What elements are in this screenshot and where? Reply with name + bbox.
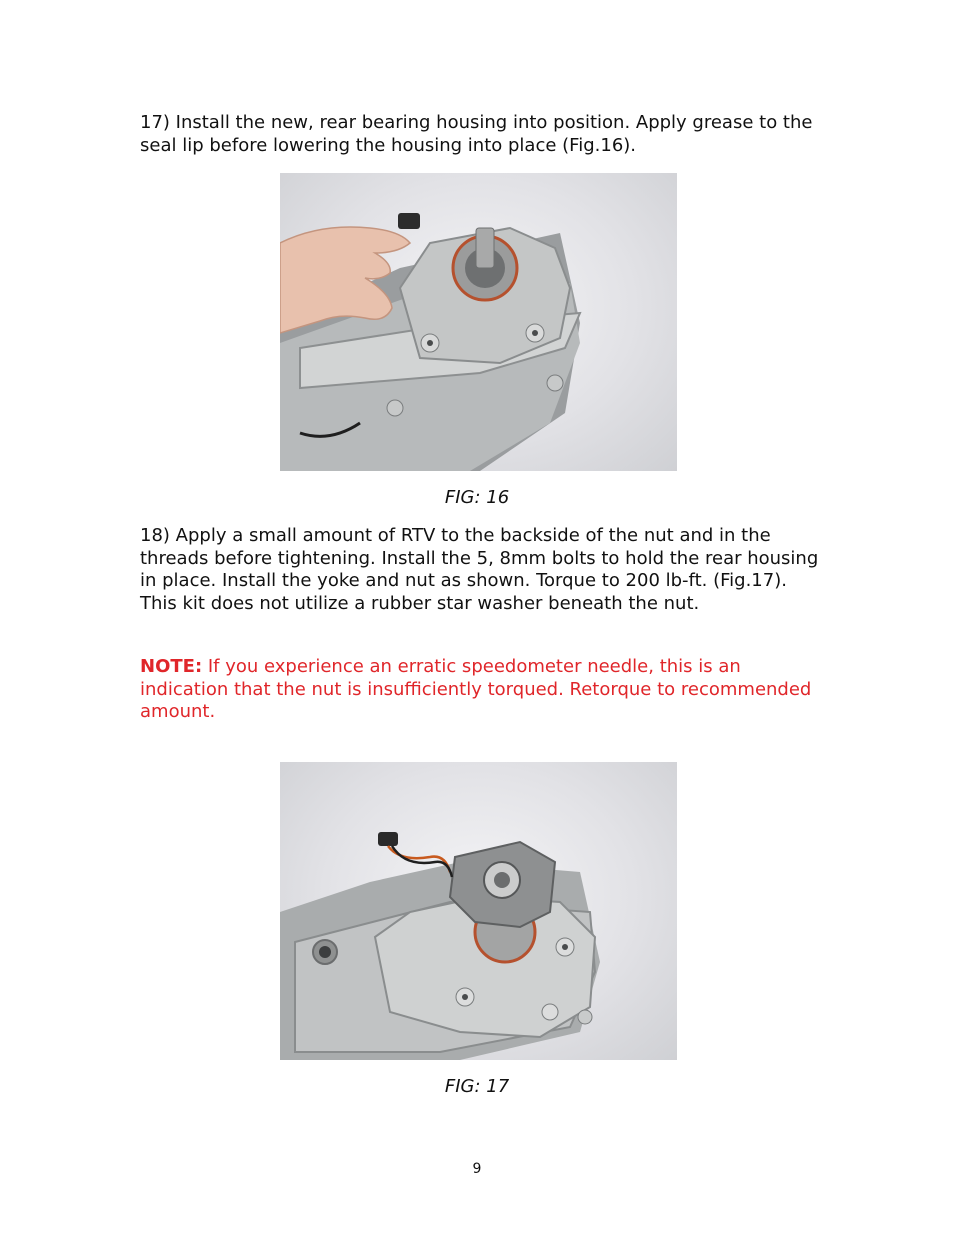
page-number: 9 xyxy=(472,1161,482,1177)
housing-with-yoke-illustration xyxy=(280,762,677,1060)
figure-17-photo xyxy=(280,762,677,1060)
figure-16-caption: FIG: 16 xyxy=(444,487,510,508)
note-label: NOTE: xyxy=(140,656,203,677)
note-paragraph xyxy=(140,656,820,724)
step-17-paragraph: 17) Install the new, rear bearing housing into position. Apply grease to the seal lip before lowering the housing into place (Fig.16). xyxy=(140,112,813,156)
housing-with-hand-illustration xyxy=(280,173,677,471)
figure-16-photo xyxy=(280,173,677,471)
note-text: If you experience an erratic speedometer needle, this is an indication that the nut is insufficiently torqued. Retorque to recommended amount. xyxy=(140,656,812,723)
step-18-paragraph: 18) Apply a small amount of RTV to the backside of the nut and in the threads before tightening. Install the 5, 8mm bolts to hold the rear housing in place. Install the yoke and nut as shown. Torque to 200 lb-ft. (Fig.17). This kit does not utilize a rubber star washer beneath the nut. xyxy=(140,525,819,614)
figure-17-caption: FIG: 17 xyxy=(444,1076,510,1097)
